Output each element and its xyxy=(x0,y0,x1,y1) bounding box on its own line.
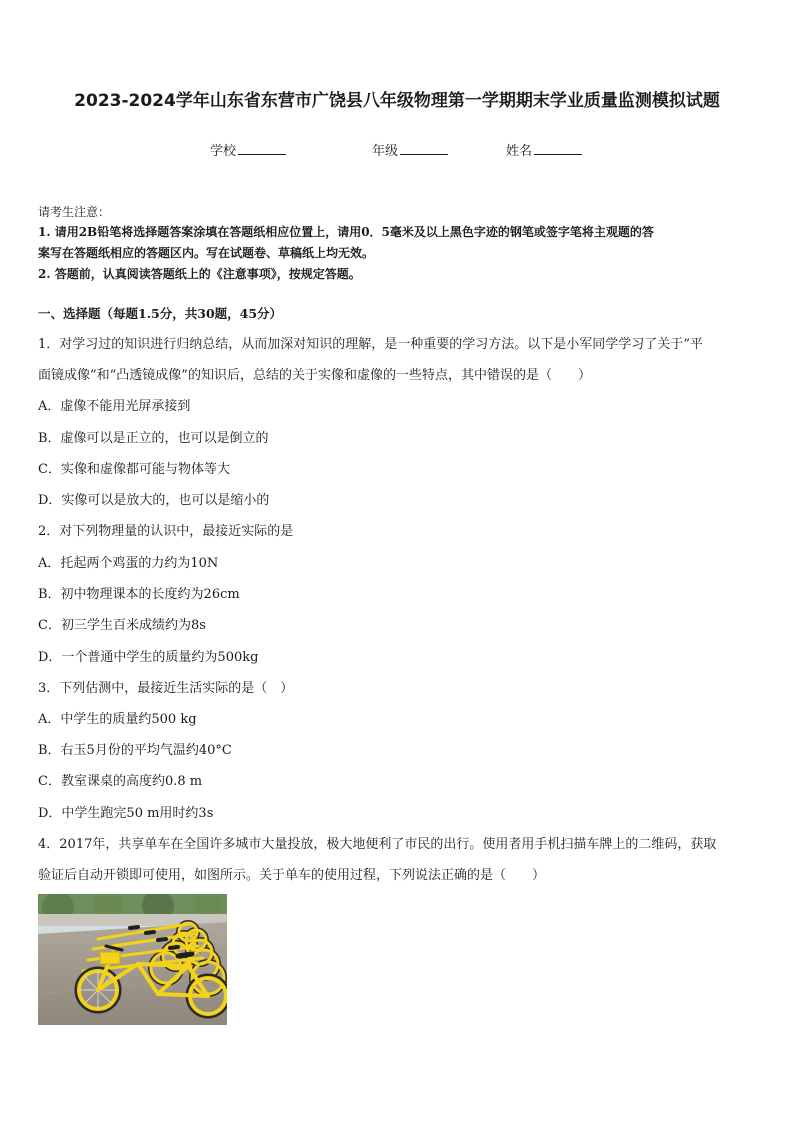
question-2-option-b: B．初中物理课本的长度约为26cm xyxy=(38,587,240,602)
question-1-stem: 1．对学习过的知识进行归纳总结，从而加深对知识的理解，是一种重要的学习方法。以下是小军同学学习了关于“平 xyxy=(38,337,703,352)
question-1-option-a: A．虚像不能用光屏承接到 xyxy=(38,399,191,414)
question-3-stem: 3．下列估测中，最接近生活实际的是（ ） xyxy=(38,681,294,696)
bicycles-illustration xyxy=(38,894,227,1025)
grade-field xyxy=(372,140,448,159)
page-title: 2023-2024学年山东省东营市广饶县八年级物理第一学期期末学业质量监测模拟试题 xyxy=(74,91,720,111)
grade-blank xyxy=(400,141,448,155)
question-3-option-a: A．中学生的质量约500 kg xyxy=(38,712,197,727)
question-2-option-c: C．初三学生百米成绩约为8s xyxy=(38,618,206,633)
notice-list xyxy=(38,222,758,285)
shared-bicycles-photo xyxy=(38,894,227,1025)
notice-item: 1. 请用2B铅笔将选择题答案涂填在答题纸相应位置上，请用0．5毫米及以上黑色字迹的钢笔或签字笔将主观题的答 xyxy=(38,225,654,239)
question-1-option-d: D．实像可以是放大的，也可以是缩小的 xyxy=(38,493,270,508)
question-1-option-b: B．虚像可以是正立的，也可以是倒立的 xyxy=(38,431,269,446)
notice-heading: 请考生注意： xyxy=(38,205,111,219)
school-label: 学校 xyxy=(210,144,237,159)
notice-item: 2. 答题前，认真阅读答题纸上的《注意事项》，按规定答题。 xyxy=(38,267,361,281)
question-3-option-b: B．右玉5月份的平均气温约40°C xyxy=(38,743,232,758)
notice-item: 案写在答题纸相应的答题区内。写在试题卷、草稿纸上均无效。 xyxy=(38,246,375,260)
section-title: 一、选择题（每题1.5分，共30题，45分） xyxy=(38,306,283,321)
question-4-stem: 4．2017年，共享单车在全国许多城市大量投放，极大地便利了市民的出行。使用者用手机扫描车牌上的二维码，获取 xyxy=(38,837,717,852)
name-label: 姓名 xyxy=(506,144,533,159)
question-1-option-c: C．实像和虚像都可能与物体等大 xyxy=(38,462,230,477)
question-2-option-d: D．一个普通中学生的质量约为500kg xyxy=(38,650,259,665)
question-2-stem: 2．对下列物理量的认识中，最接近实际的是 xyxy=(38,524,294,539)
name-field xyxy=(506,140,582,159)
question-3-option-d: D．中学生跑完50 m用时约3s xyxy=(38,806,214,821)
question-1-stem: 面镜成像”和“凸透镜成像”的知识后，总结的关于实像和虚像的一些特点，其中错误的是（ ） xyxy=(38,368,591,383)
school-field xyxy=(210,140,286,159)
grade-label: 年级 xyxy=(372,144,399,159)
name-blank xyxy=(534,141,582,155)
question-2-option-a: A．托起两个鸡蛋的力约为10N xyxy=(38,556,219,571)
student-info-row xyxy=(0,140,794,160)
question-3-option-c: C．教室课桌的高度约0.8 m xyxy=(38,774,203,789)
question-4-stem: 验证后自动开锁即可使用，如图所示。关于单车的使用过程，下列说法正确的是（ ） xyxy=(38,868,546,883)
school-blank xyxy=(238,141,286,155)
